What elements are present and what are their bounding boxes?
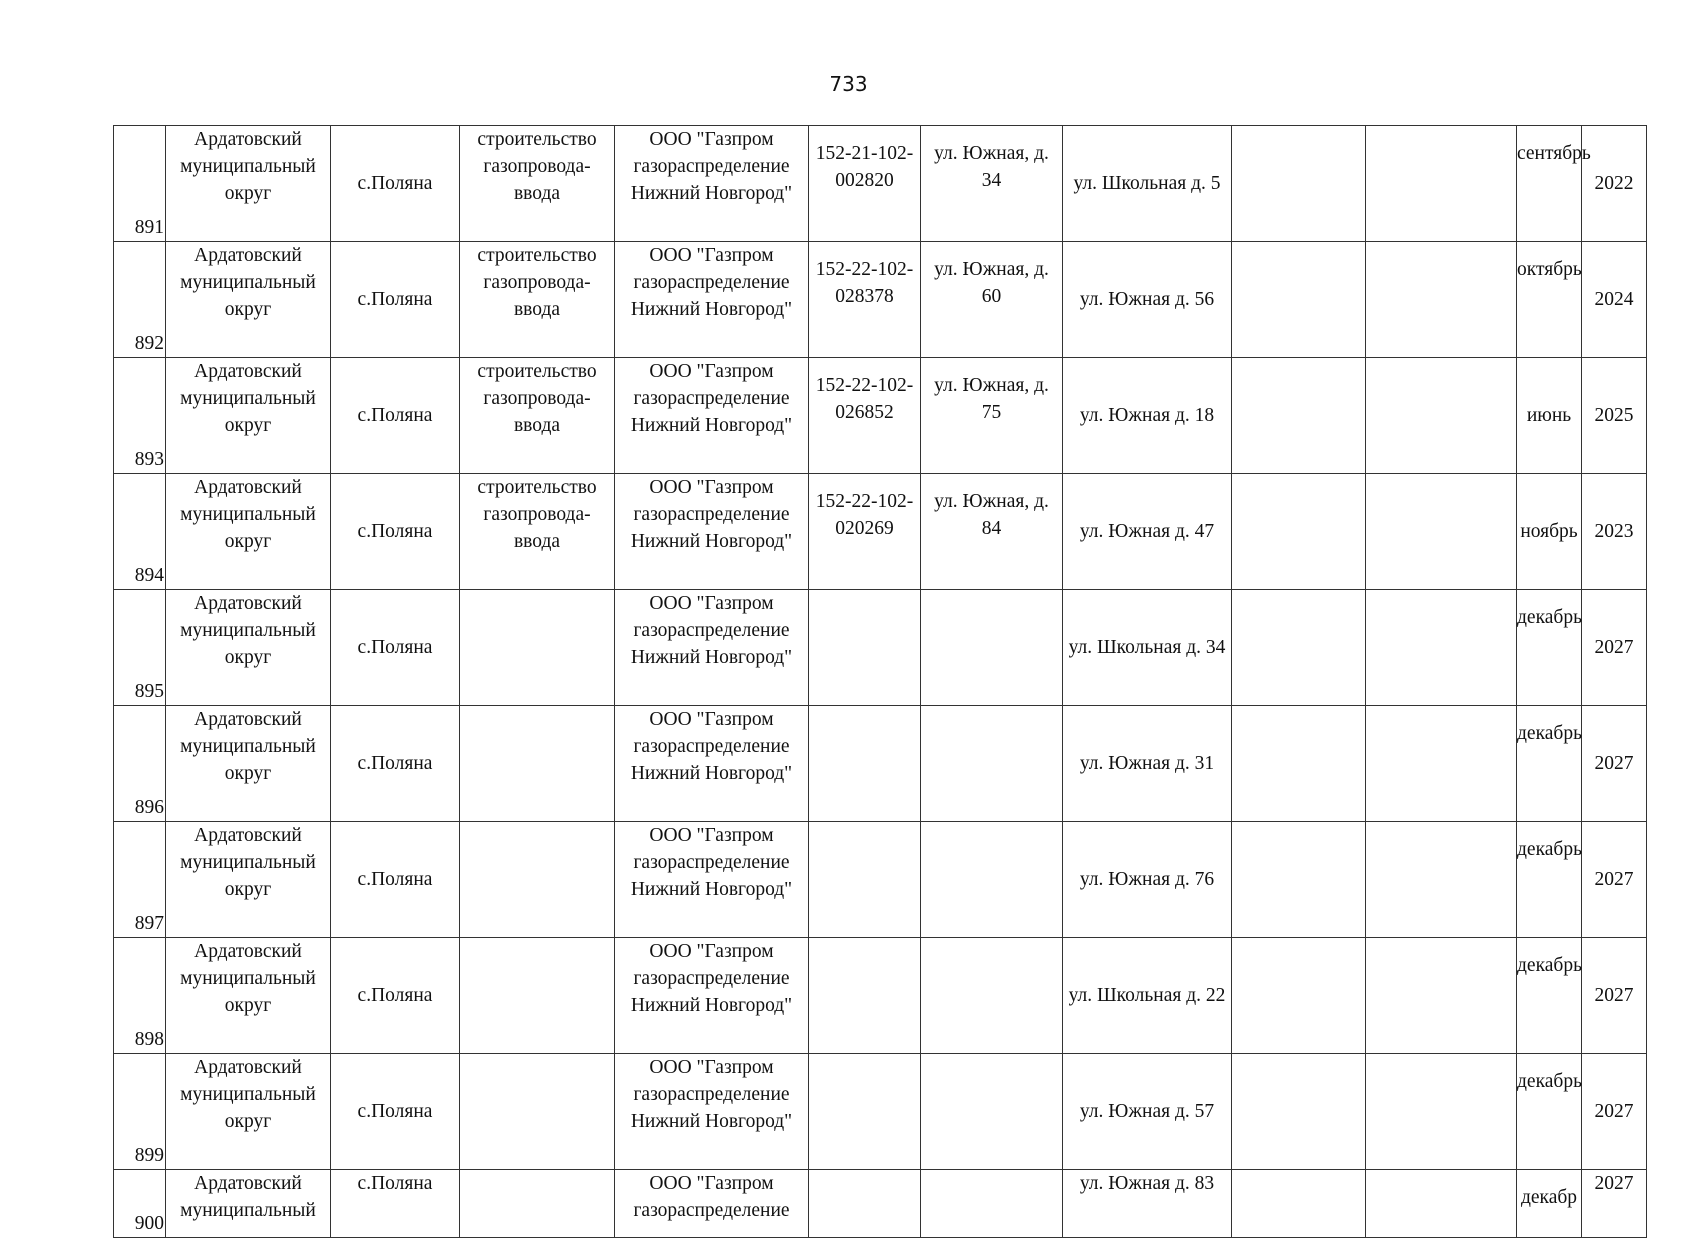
code-cell [809, 1054, 921, 1170]
consumer-address-cell: ул. Южная д. 18 [1063, 358, 1232, 474]
empty-cell [1366, 938, 1517, 1054]
table-row [114, 474, 1647, 590]
empty-cell [1366, 474, 1517, 590]
code-cell [809, 590, 921, 706]
district-cell: Ардатовский муниципальный округ [166, 358, 331, 474]
table-row [114, 706, 1647, 822]
register-table [113, 125, 1647, 1238]
settlement-cell: с.Поляна [331, 590, 460, 706]
row-number-cell: 892 [114, 242, 166, 358]
organization-cell: ООО "Газпром газораспределение Нижний Новгород" [615, 822, 809, 938]
object-address-cell: ул. Южная, д. 34 [921, 126, 1063, 242]
work-type-cell [460, 590, 615, 706]
district-cell: Ардатовский муниципальный округ [166, 938, 331, 1054]
object-address-cell [921, 1170, 1063, 1238]
settlement-cell: с.Поляна [331, 358, 460, 474]
settlement-cell: с.Поляна [331, 706, 460, 822]
code-cell: 152-22-102-026852 [809, 358, 921, 474]
code-cell [809, 706, 921, 822]
object-address-cell [921, 938, 1063, 1054]
organization-cell: ООО "Газпром газораспределение Нижний Новгород" [615, 706, 809, 822]
table-row [114, 590, 1647, 706]
month-cell: сентябрь [1517, 126, 1582, 242]
year-cell: 2024 [1582, 242, 1647, 358]
consumer-address-cell: ул. Школьная д. 5 [1063, 126, 1232, 242]
year-cell: 2027 [1582, 590, 1647, 706]
month-cell: ноябрь [1517, 474, 1582, 590]
empty-cell [1232, 126, 1366, 242]
empty-cell [1366, 1170, 1517, 1238]
organization-cell: ООО "Газпром газораспределение Нижний Новгород" [615, 590, 809, 706]
district-cell: Ардатовский муниципальный округ [166, 242, 331, 358]
empty-cell [1232, 938, 1366, 1054]
table-row [114, 938, 1647, 1054]
district-cell: Ардатовский муниципальный округ [166, 1054, 331, 1170]
consumer-address-cell: ул. Школьная д. 34 [1063, 590, 1232, 706]
object-address-cell: ул. Южная, д. 60 [921, 242, 1063, 358]
code-cell: 152-22-102-028378 [809, 242, 921, 358]
code-cell [809, 1170, 921, 1238]
work-type-cell: строительство газопровода-ввода [460, 126, 615, 242]
consumer-address-cell: ул. Школьная д. 22 [1063, 938, 1232, 1054]
district-cell: Ардатовский муниципальный округ [166, 126, 331, 242]
work-type-cell [460, 938, 615, 1054]
work-type-cell [460, 706, 615, 822]
object-address-cell [921, 822, 1063, 938]
settlement-cell: с.Поляна [331, 126, 460, 242]
object-address-cell: ул. Южная, д. 84 [921, 474, 1063, 590]
year-cell: 2027 [1582, 822, 1647, 938]
empty-cell [1366, 358, 1517, 474]
row-number-cell: 899 [114, 1054, 166, 1170]
district-cell: Ардатовский муниципальный [166, 1170, 331, 1238]
settlement-cell: с.Поляна [331, 242, 460, 358]
row-number-cell: 898 [114, 938, 166, 1054]
year-cell: 2025 [1582, 358, 1647, 474]
consumer-address-cell: ул. Южная д. 83 [1063, 1170, 1232, 1238]
district-cell: Ардатовский муниципальный округ [166, 474, 331, 590]
year-cell: 2027 [1582, 938, 1647, 1054]
page-number: 733 [829, 72, 868, 96]
table-row [114, 126, 1647, 242]
consumer-address-cell: ул. Южная д. 47 [1063, 474, 1232, 590]
organization-cell: ООО "Газпром газораспределение [615, 1170, 809, 1238]
work-type-cell: строительство газопровода-ввода [460, 474, 615, 590]
year-cell: 2027 [1582, 1170, 1647, 1238]
month-cell: декабрь [1517, 706, 1582, 822]
empty-cell [1232, 706, 1366, 822]
empty-cell [1366, 242, 1517, 358]
row-number-cell: 896 [114, 706, 166, 822]
organization-cell: ООО "Газпром газораспределение Нижний Новгород" [615, 474, 809, 590]
code-cell: 152-22-102-020269 [809, 474, 921, 590]
month-cell: июнь [1517, 358, 1582, 474]
settlement-cell: с.Поляна [331, 938, 460, 1054]
object-address-cell [921, 1054, 1063, 1170]
empty-cell [1232, 590, 1366, 706]
empty-cell [1366, 590, 1517, 706]
row-number-cell: 897 [114, 822, 166, 938]
table-row [114, 358, 1647, 474]
object-address-cell: ул. Южная, д. 75 [921, 358, 1063, 474]
empty-cell [1232, 474, 1366, 590]
empty-cell [1232, 822, 1366, 938]
organization-cell: ООО "Газпром газораспределение Нижний Новгород" [615, 126, 809, 242]
row-number-cell: 893 [114, 358, 166, 474]
consumer-address-cell: ул. Южная д. 56 [1063, 242, 1232, 358]
work-type-cell: строительство газопровода-ввода [460, 242, 615, 358]
row-number-cell: 895 [114, 590, 166, 706]
consumer-address-cell: ул. Южная д. 57 [1063, 1054, 1232, 1170]
work-type-cell [460, 1170, 615, 1238]
month-cell: октябрь [1517, 242, 1582, 358]
month-cell: декабрь [1517, 822, 1582, 938]
year-cell: 2027 [1582, 1054, 1647, 1170]
district-cell: Ардатовский муниципальный округ [166, 822, 331, 938]
empty-cell [1232, 358, 1366, 474]
district-cell: Ардатовский муниципальный округ [166, 590, 331, 706]
empty-cell [1366, 1054, 1517, 1170]
settlement-cell: с.Поляна [331, 1054, 460, 1170]
object-address-cell [921, 590, 1063, 706]
table-row [114, 242, 1647, 358]
year-cell: 2022 [1582, 126, 1647, 242]
table-row [114, 1170, 1647, 1238]
row-number-cell: 900 [114, 1170, 166, 1238]
empty-cell [1232, 242, 1366, 358]
organization-cell: ООО "Газпром газораспределение Нижний Новгород" [615, 358, 809, 474]
work-type-cell: строительство газопровода-ввода [460, 358, 615, 474]
empty-cell [1232, 1054, 1366, 1170]
empty-cell [1366, 822, 1517, 938]
consumer-address-cell: ул. Южная д. 31 [1063, 706, 1232, 822]
row-number-cell: 891 [114, 126, 166, 242]
code-cell [809, 822, 921, 938]
year-cell: 2027 [1582, 706, 1647, 822]
organization-cell: ООО "Газпром газораспределение Нижний Новгород" [615, 1054, 809, 1170]
work-type-cell [460, 1054, 615, 1170]
table-body [114, 126, 1647, 1238]
year-cell: 2023 [1582, 474, 1647, 590]
settlement-cell: с.Поляна [331, 474, 460, 590]
month-cell: декабрь [1517, 938, 1582, 1054]
settlement-cell: с.Поляна [331, 1170, 460, 1238]
row-number-cell: 894 [114, 474, 166, 590]
organization-cell: ООО "Газпром газораспределение Нижний Новгород" [615, 242, 809, 358]
work-type-cell [460, 822, 615, 938]
empty-cell [1366, 706, 1517, 822]
district-cell: Ардатовский муниципальный округ [166, 706, 331, 822]
code-cell [809, 938, 921, 1054]
object-address-cell [921, 706, 1063, 822]
month-cell: декабрь [1517, 1054, 1582, 1170]
consumer-address-cell: ул. Южная д. 76 [1063, 822, 1232, 938]
month-cell: декабр [1517, 1170, 1582, 1238]
code-cell: 152-21-102-002820 [809, 126, 921, 242]
month-cell: декабрь [1517, 590, 1582, 706]
table-row [114, 822, 1647, 938]
empty-cell [1366, 126, 1517, 242]
table-row [114, 1054, 1647, 1170]
settlement-cell: с.Поляна [331, 822, 460, 938]
empty-cell [1232, 1170, 1366, 1238]
organization-cell: ООО "Газпром газораспределение Нижний Новгород" [615, 938, 809, 1054]
